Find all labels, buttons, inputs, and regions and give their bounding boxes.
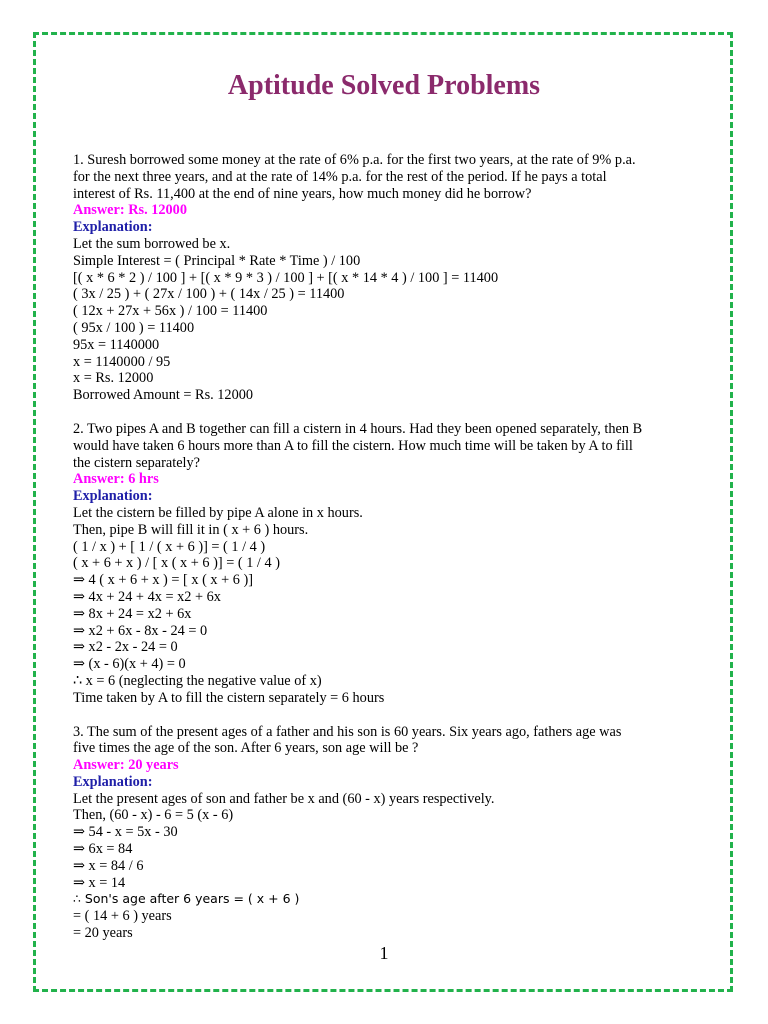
step-line: ⇒ 8x + 24 = x2 + 6x (73, 605, 192, 622)
step-line: Borrowed Amount = Rs. 12000 (73, 387, 254, 404)
question-line: the cistern separately? (73, 454, 201, 471)
document-body (73, 152, 703, 942)
explanation-label: Explanation: (73, 773, 153, 790)
step-line: ∴ Son's age after 6 years = ( x + 6 ) (73, 891, 300, 907)
step-line: ∴ x = 6 (neglecting the negative value of x) (73, 672, 322, 689)
problem-1 (73, 152, 703, 404)
question-line: five times the age of the son. After 6 years, son age will be ? (73, 740, 419, 757)
step-line: 95x = 1140000 (73, 336, 160, 353)
question-line: 3. The sum of the present ages of a father and his son is 60 years. Six years ago, fathers age was (73, 723, 622, 740)
step-line: ⇒ (x - 6)(x + 4) = 0 (73, 656, 186, 673)
page-title: Aptitude Solved Problems (227, 70, 541, 101)
step-line: x = 1140000 / 95 (73, 353, 171, 370)
step-line: = 20 years (73, 925, 133, 942)
step-line: Then, (60 - x) - 6 = 5 (x - 6) (73, 807, 234, 824)
page-number: 1 (379, 943, 389, 963)
step-line: [( x * 6 * 2 ) / 100 ] + [( x * 9 * 3 ) / 100 ] + [( x * 14 * 4 ) / 100 ] = 11400 (73, 269, 499, 286)
step-line: ⇒ 6x = 84 (73, 841, 133, 858)
step-line: ⇒ 4 ( x + 6 + x ) = [ x ( x + 6 )] (73, 572, 254, 589)
step-line: Let the cistern be filled by pipe A alone in x hours. (73, 504, 363, 521)
step-line: Let the sum borrowed be x. (73, 235, 231, 252)
step-line: Then, pipe B will fill it in ( x + 6 ) hours. (73, 521, 309, 538)
step-line: ⇒ 4x + 24 + 4x = x2 + 6x (73, 588, 221, 605)
step-line: ( x + 6 + x ) / [ x ( x + 6 )] = ( 1 / 4 ) (73, 555, 280, 572)
step-line: ⇒ x2 - 2x - 24 = 0 (73, 639, 178, 656)
spacer (73, 404, 703, 421)
step-line: ⇒ x = 84 / 6 (73, 857, 144, 874)
step-line: x = Rs. 12000 (73, 370, 154, 387)
step-line: Time taken by A to fill the cistern separately = 6 hours (73, 689, 385, 706)
problem-2 (73, 421, 703, 707)
step-line: = ( 14 + 6 ) years (73, 908, 172, 925)
question-line: 1. Suresh borrowed some money at the rate of 6% p.a. for the first two years, at the rate of 9% p.a. (73, 152, 636, 168)
answer-text: Answer: 6 hrs (73, 471, 159, 488)
question-line: 2. Two pipes A and B together can fill a cistern in 4 hours. Had they been opened separately, then B (73, 420, 643, 437)
step-line: ( 95x / 100 ) = 11400 (73, 319, 195, 336)
step-line: ( 12x + 27x + 56x ) / 100 = 11400 (73, 303, 268, 320)
step-line: ⇒ 54 - x = 5x - 30 (73, 824, 178, 841)
spacer (73, 707, 703, 724)
answer-text: Answer: 20 years (73, 757, 179, 774)
step-line: ⇒ x = 14 (73, 874, 126, 891)
step-line: ( 1 / x ) + [ 1 / ( x + 6 )] = ( 1 / 4 ) (73, 538, 266, 555)
step-line: ⇒ x2 + 6x - 8x - 24 = 0 (73, 622, 208, 639)
question-line: interest of Rs. 11,400 at the end of nine years, how much money did he borrow? (73, 185, 532, 202)
answer-text: Answer: Rs. 12000 (73, 202, 187, 219)
problem-3 (73, 724, 703, 942)
explanation-label: Explanation: (73, 219, 153, 236)
step-line: ( 3x / 25 ) + ( 27x / 100 ) + ( 14x / 25 ) = 11400 (73, 286, 345, 303)
step-line: Simple Interest = ( Principal * Rate * Time ) / 100 (73, 252, 361, 269)
question-line: for the next three years, and at the rate of 14% p.a. for the rest of the period. If he pays a total (73, 168, 607, 185)
step-line: Let the present ages of son and father be x and (60 - x) years respectively. (73, 790, 495, 807)
explanation-label: Explanation: (73, 488, 153, 505)
question-line: would have taken 6 hours more than A to fill the cistern. How much time will be taken by A to fill (73, 437, 633, 454)
